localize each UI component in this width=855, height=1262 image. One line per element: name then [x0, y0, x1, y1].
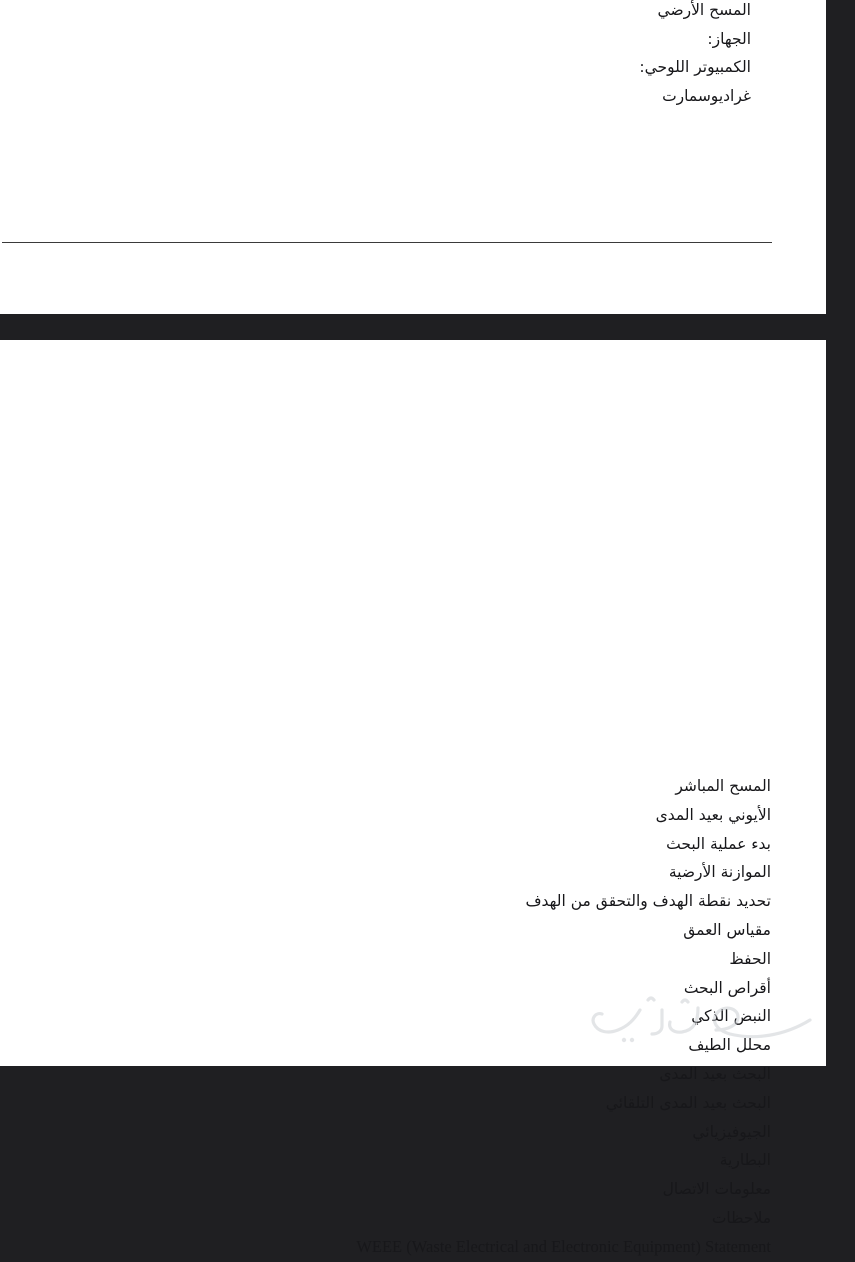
page-separator-gap [0, 314, 855, 340]
top-index-list [639, 0, 751, 110]
list-item: تحديد نقطة الهدف والتحقق من الهدف [525, 892, 771, 911]
list-item: البطارية [719, 1151, 771, 1170]
list-item: الأيوني بعيد المدى [655, 805, 771, 824]
list-item: معلومات الاتصال [662, 1180, 771, 1199]
list-item: البحث بعيد المدى [659, 1064, 771, 1083]
list-item: محلل الطيف [688, 1036, 771, 1055]
document-page-bottom [0, 340, 826, 1256]
table-of-contents-list [356, 772, 771, 1262]
list-item: مقياس العمق [683, 920, 771, 939]
document-page-top [0, 0, 826, 314]
list-item: الموازنة الأرضية [668, 863, 771, 882]
list-item-weee-statement: WEEE (Waste Electrical and Electronic Equipment) Statement [356, 1236, 771, 1256]
list-item: النبض الذكي [691, 1007, 771, 1026]
list-item: بدء عملية البحث [666, 834, 771, 853]
list-item: الحفظ [729, 949, 771, 968]
horizontal-rule [2, 242, 772, 243]
list-item: المسح الأرضي [657, 1, 751, 19]
list-item: ملاحظات [711, 1208, 771, 1227]
list-item: الجيوفيزيائي [692, 1122, 771, 1141]
right-frame-gutter [826, 0, 855, 1066]
list-item: الكمبيوتر اللوحي: [639, 58, 751, 76]
list-item: أقراص البحث [683, 978, 771, 997]
list-item: غراديوسمارت [662, 86, 751, 105]
list-item: الجهاز: [707, 29, 751, 48]
list-item: المسح المباشر [675, 777, 771, 795]
list-item: البحث بعيد المدى التلقائي [605, 1093, 771, 1112]
